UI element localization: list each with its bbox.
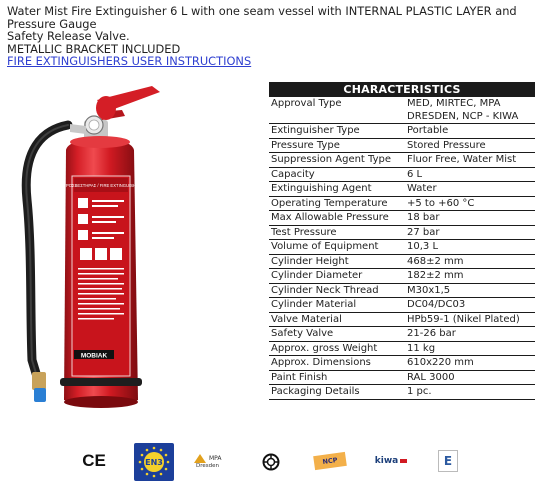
spec-value: 182±2 mm [404, 269, 535, 284]
table-row [269, 182, 535, 197]
spec-key: Paint Finish [269, 370, 404, 385]
table-row [269, 327, 535, 342]
table-row [269, 356, 535, 371]
table-row [269, 385, 535, 400]
spec-key: Packaging Details [269, 385, 404, 400]
spec-value: 21-26 bar [404, 327, 535, 342]
ce-mark-icon: CE [82, 451, 106, 470]
kiwa-logo: kiwa [372, 454, 410, 468]
spec-value: DC04/DC03 [404, 298, 535, 313]
table-row [269, 269, 535, 284]
spec-value: 11 kg [404, 341, 535, 356]
table-title: CHARACTERISTICS [269, 82, 535, 97]
e-mark-logo: E [438, 450, 458, 472]
spec-key: Max Allowable Pressure [269, 211, 404, 226]
table-row [269, 283, 535, 298]
spec-key: Approx. Dimensions [269, 356, 404, 371]
spec-key: Test Pressure [269, 225, 404, 240]
spec-value: M30x1,5 [404, 283, 535, 298]
spec-value: Stored Pressure [404, 138, 535, 153]
characteristics-table [269, 82, 535, 400]
spec-key: Capacity [269, 167, 404, 182]
wheel-mark-icon [262, 453, 280, 471]
spec-value: 27 bar [404, 225, 535, 240]
spec-key: Volume of Equipment [269, 240, 404, 255]
table-row [269, 97, 535, 124]
spec-key: Operating Temperature [269, 196, 404, 211]
mpa-triangle-icon [194, 454, 206, 463]
table-row [269, 153, 535, 168]
spec-value: Water [404, 182, 535, 197]
table-row [269, 370, 535, 385]
table-row [269, 167, 535, 182]
spec-key: Cylinder Height [269, 254, 404, 269]
spec-value: 468±2 mm [404, 254, 535, 269]
spec-key: Suppression Agent Type [269, 153, 404, 168]
spec-value: Portable [404, 124, 535, 139]
bracket-note: METALLIC BRACKET INCLUDED [7, 41, 181, 56]
spec-value: +5 to +60 °C [404, 196, 535, 211]
spec-value: MED, MIRTEC, MPA DRESDEN, NCP - KIWA [404, 97, 535, 124]
spec-key: Valve Material [269, 312, 404, 327]
spec-key: Pressure Type [269, 138, 404, 153]
spec-key: Safety Valve [269, 327, 404, 342]
table-row [269, 225, 535, 240]
brand-logo: MOBIAK [80, 352, 108, 360]
spec-value: Fluor Free, Water Mist [404, 153, 535, 168]
spec-key: Cylinder Material [269, 298, 404, 313]
spec-key: Extinguishing Agent [269, 182, 404, 197]
spec-value: HPb59-1 (Nikel Plated) [404, 312, 535, 327]
product-description: Water Mist Fire Extinguisher 6 L with one seam vessel with INTERNAL PLASTIC LAYER and Pressure Gauge [7, 4, 517, 31]
spec-value: 1 pc. [404, 385, 535, 400]
extinguisher-image [2, 80, 264, 425]
safety-valve-note: Safety Release Valve. [7, 29, 130, 43]
table-row [269, 298, 535, 313]
spec-value: 6 L [404, 167, 535, 182]
spec-value: 18 bar [404, 211, 535, 226]
spec-key: Cylinder Diameter [269, 269, 404, 284]
user-instructions-link[interactable]: FIRE EXTINGUISHERS USER INSTRUCTIONS [7, 54, 252, 68]
certification-logos [0, 440, 549, 484]
table-row [269, 124, 535, 139]
kiwa-flag-icon [400, 459, 407, 463]
mpa-dresden-logo: MPA Dresden [196, 454, 222, 469]
table-row [269, 138, 535, 153]
table-row [269, 240, 535, 255]
label-title: ΠΥΡΟΣΒΕΣΤΗΡΑΣ / FIRE EXTINGUISHER [60, 183, 142, 188]
table-row [269, 196, 535, 211]
ncp-logo: NCP [313, 452, 347, 470]
product-intro [7, 5, 543, 68]
spec-key: Approval Type [269, 97, 404, 124]
spec-value: 610x220 mm [404, 356, 535, 371]
spec-key: Extinguisher Type [269, 124, 404, 139]
spec-value: 10,3 L [404, 240, 535, 255]
spec-key: Approx. gross Weight [269, 341, 404, 356]
table-row [269, 211, 535, 226]
spec-value: RAL 3000 [404, 370, 535, 385]
table-row [269, 254, 535, 269]
table-row [269, 341, 535, 356]
table-row [269, 312, 535, 327]
spec-key: Cylinder Neck Thread [269, 283, 404, 298]
en3-logo: EN3 [134, 443, 174, 481]
